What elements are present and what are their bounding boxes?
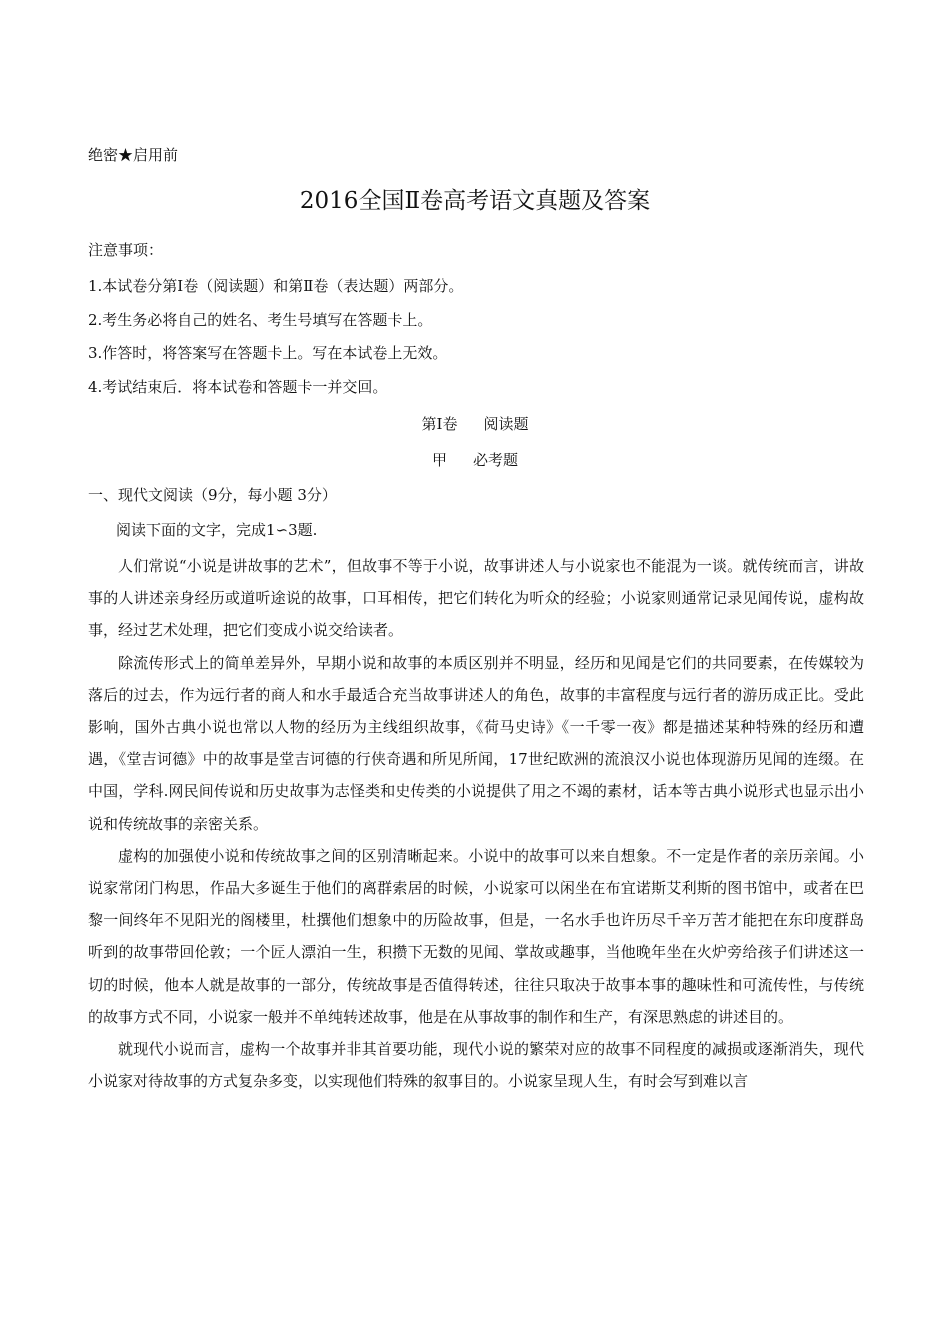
page-title: 2016全国Ⅱ卷高考语文真题及答案	[299, 188, 651, 214]
notice-heading: 注意事项：	[88, 241, 164, 259]
passage-paragraph: 就现代小说而言，虚构一个故事并非其首要功能，现代小说的繁荣对应的故事不同程度的减损或逐渐消失，现代小说家对待故事的方式复杂多变，以实现他们特殊的叙事目的。小说家呈现人生，有时会写到难以言	[88, 1040, 864, 1091]
passage-paragraph: 除流传形式上的简单差异外，早期小说和故事的本质区别并不明显，经历和见闻是它们的共同要素，在传媒较为落后的过去，作为远行者的商人和水手最适合充当故事讲述人的角色，故事的丰富程度与远行者的游历成正比。受此影响，国外古典小说也常以人物的经历为主线组织故事，《荷马史诗》《一千零一夜》都是描述某种特殊的经历和遭遇，《堂吉诃德》中的故事是堂吉诃德的行侠奇遇和所见所闻，17世纪欧洲的流浪汉小说也体现游历见闻的连缀。在中国，学科.网民间传说和历史故事为志怪类和史传类的小说提供了用之不竭的素材，话本等古典小说形式也显示出小说和传统故事的亲密关系。	[88, 653, 864, 833]
notice-list	[88, 276, 463, 410]
notice-item: 2.考生务必将自己的姓名、考生号填写在答题卡上。	[88, 310, 433, 329]
notice-item: 3.作答时，将答案写在答题卡上。写在本试卷上无效。	[88, 344, 448, 362]
notice-item: 1.本试卷分第Ⅰ卷（阅读题）和第Ⅱ卷（表达题）两部分。	[88, 277, 464, 295]
part-name: 第Ⅰ卷	[421, 415, 458, 433]
section-heading: 一、现代文阅读（9分，每小题 3分）	[88, 486, 337, 504]
part-sub-name: 甲	[431, 451, 447, 469]
passage-paragraph: 人们常说“小说是讲故事的艺术”，但故事不等于小说，故事讲述人与小说家也不能混为一谈。就传统而言，讲故事的人讲述亲身经历或道听途说的故事，口耳相传，把它们转化为听众的经验；小说家则通常记录见闻传说，虚构故事，经过艺术处理，把它们变成小说交给读者。	[88, 557, 864, 640]
part-sub-label: 必考题	[473, 451, 519, 469]
reading-passage	[88, 550, 864, 1097]
part-label: 阅读题	[483, 415, 529, 433]
part-subheading	[0, 450, 950, 470]
part-heading	[0, 414, 950, 434]
passage-paragraph: 虚构的加强使小说和传统故事之间的区别清晰起来。小说中的故事可以来自想象。不一定是作者的亲历亲闻。小说家常闭门构思，作品大多诞生于他们的离群索居的时候，小说家可以闲坐在布宜诺斯艾利斯的图书馆中，或者在巴黎一间终年不见阳光的阁楼里，杜撰他们想象中的历险故事，但是，一名水手也许历尽千辛万苦才能把在东印度群岛听到的故事带回伦敦；一个匠人漂泊一生，积攒下无数的见闻、掌故或趣事，当他晚年坐在火炉旁给孩子们讲述这一切的时候，他本人就是故事的一部分，传统故事是否值得转述，往往只取决于故事本事的趣味性和可流传性，与传统的故事方式不同，小说家一般并不单纯转述故事，他是在从事故事的制作和生产，有深思熟虑的讲述目的。	[88, 846, 864, 1026]
notice-item: 4.考试结束后．将本试卷和答题卡一并交回。	[88, 377, 388, 396]
section-instruction: 阅读下面的文字，完成1∽3题.	[116, 521, 318, 539]
confidential-mark: 绝密★启用前	[88, 146, 179, 164]
